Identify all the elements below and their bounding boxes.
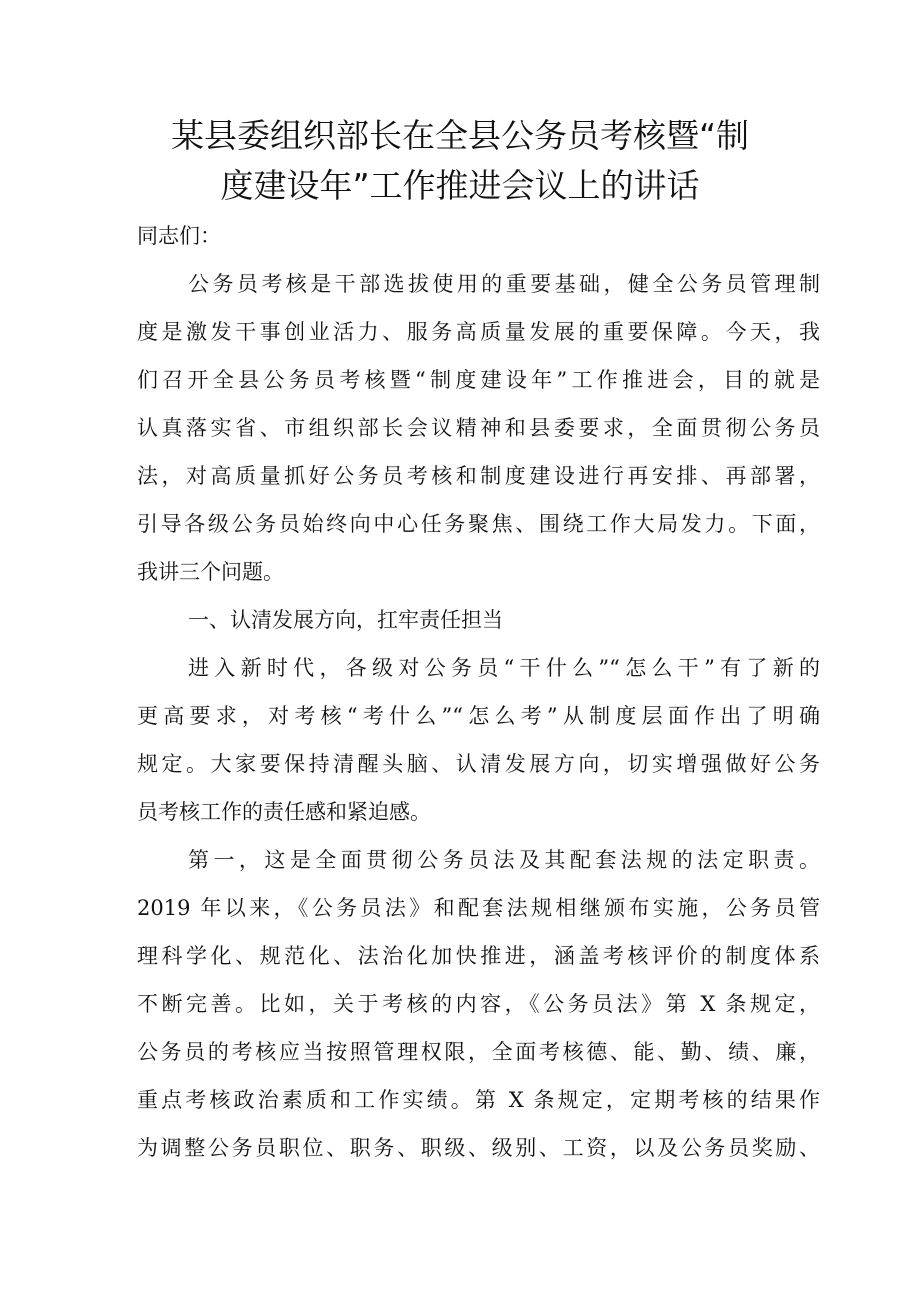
paragraph-line: 我讲三个问题。 bbox=[137, 560, 284, 584]
paragraph-line: 为调整公务员职位、职务、职级、级别、工资，以及公务员奖励、 bbox=[137, 1136, 820, 1160]
paragraph-line: 认真落实省、市组织部长会议精神和县委要求，全面贯彻公务员 bbox=[137, 416, 820, 440]
paragraph-line: 第一，这是全面贯彻公务员法及其配套法规的法定职责。 bbox=[188, 848, 820, 872]
paragraph-line: 们召开全县公务员考核暨“制度建设年”工作推进会，目的就是 bbox=[137, 368, 820, 392]
paragraph-line: 规定。大家要保持清醒头脑、认清发展方向，切实增强做好公务 bbox=[137, 752, 820, 776]
paragraph-line: 重点考核政治素质和工作实绩。第 X 条规定，定期考核的结果作 bbox=[137, 1088, 820, 1112]
section-heading: 一、认清发展方向，扛牢责任担当 bbox=[188, 608, 503, 632]
paragraph-line: 法，对高质量抓好公务员考核和制度建设进行再安排、再部署， bbox=[137, 464, 820, 488]
document-title-line-2: 度建设年”工作推进会议上的讲话 bbox=[220, 166, 700, 205]
paragraph-line: 公务员的考核应当按照管理权限，全面考核德、能、勤、绩、廉， bbox=[137, 1040, 820, 1064]
paragraph-line: 更高要求，对考核“考什么”“怎么考”从制度层面作出了明确 bbox=[137, 704, 820, 728]
paragraph-line: 进入新时代，各级对公务员“干什么”“怎么干”有了新的 bbox=[188, 656, 820, 680]
paragraph-line: 员考核工作的责任感和紧迫感。 bbox=[137, 800, 431, 824]
paragraph-line: 度是激发干事创业活力、服务高质量发展的重要保障。今天，我 bbox=[137, 320, 820, 344]
paragraph-line: 公务员考核是干部选拔使用的重要基础，健全公务员管理制 bbox=[188, 272, 820, 296]
document-title-line-1: 某县委组织部长在全县公务员考核暨“制 bbox=[170, 116, 750, 155]
salutation: 同志们： bbox=[137, 224, 221, 248]
paragraph-line: 不断完善。比如，关于考核的内容，《公务员法》第 X 条规定， bbox=[137, 992, 820, 1016]
paragraph-line: 引导各级公务员始终向中心任务聚焦、围绕工作大局发力。下面， bbox=[137, 512, 820, 536]
paragraph-line: 2019 年以来，《公务员法》和配套法规相继颁布实施，公务员管 bbox=[137, 896, 820, 920]
paragraph-line: 理科学化、规范化、法治化加快推进，涵盖考核评价的制度体系 bbox=[137, 944, 820, 968]
